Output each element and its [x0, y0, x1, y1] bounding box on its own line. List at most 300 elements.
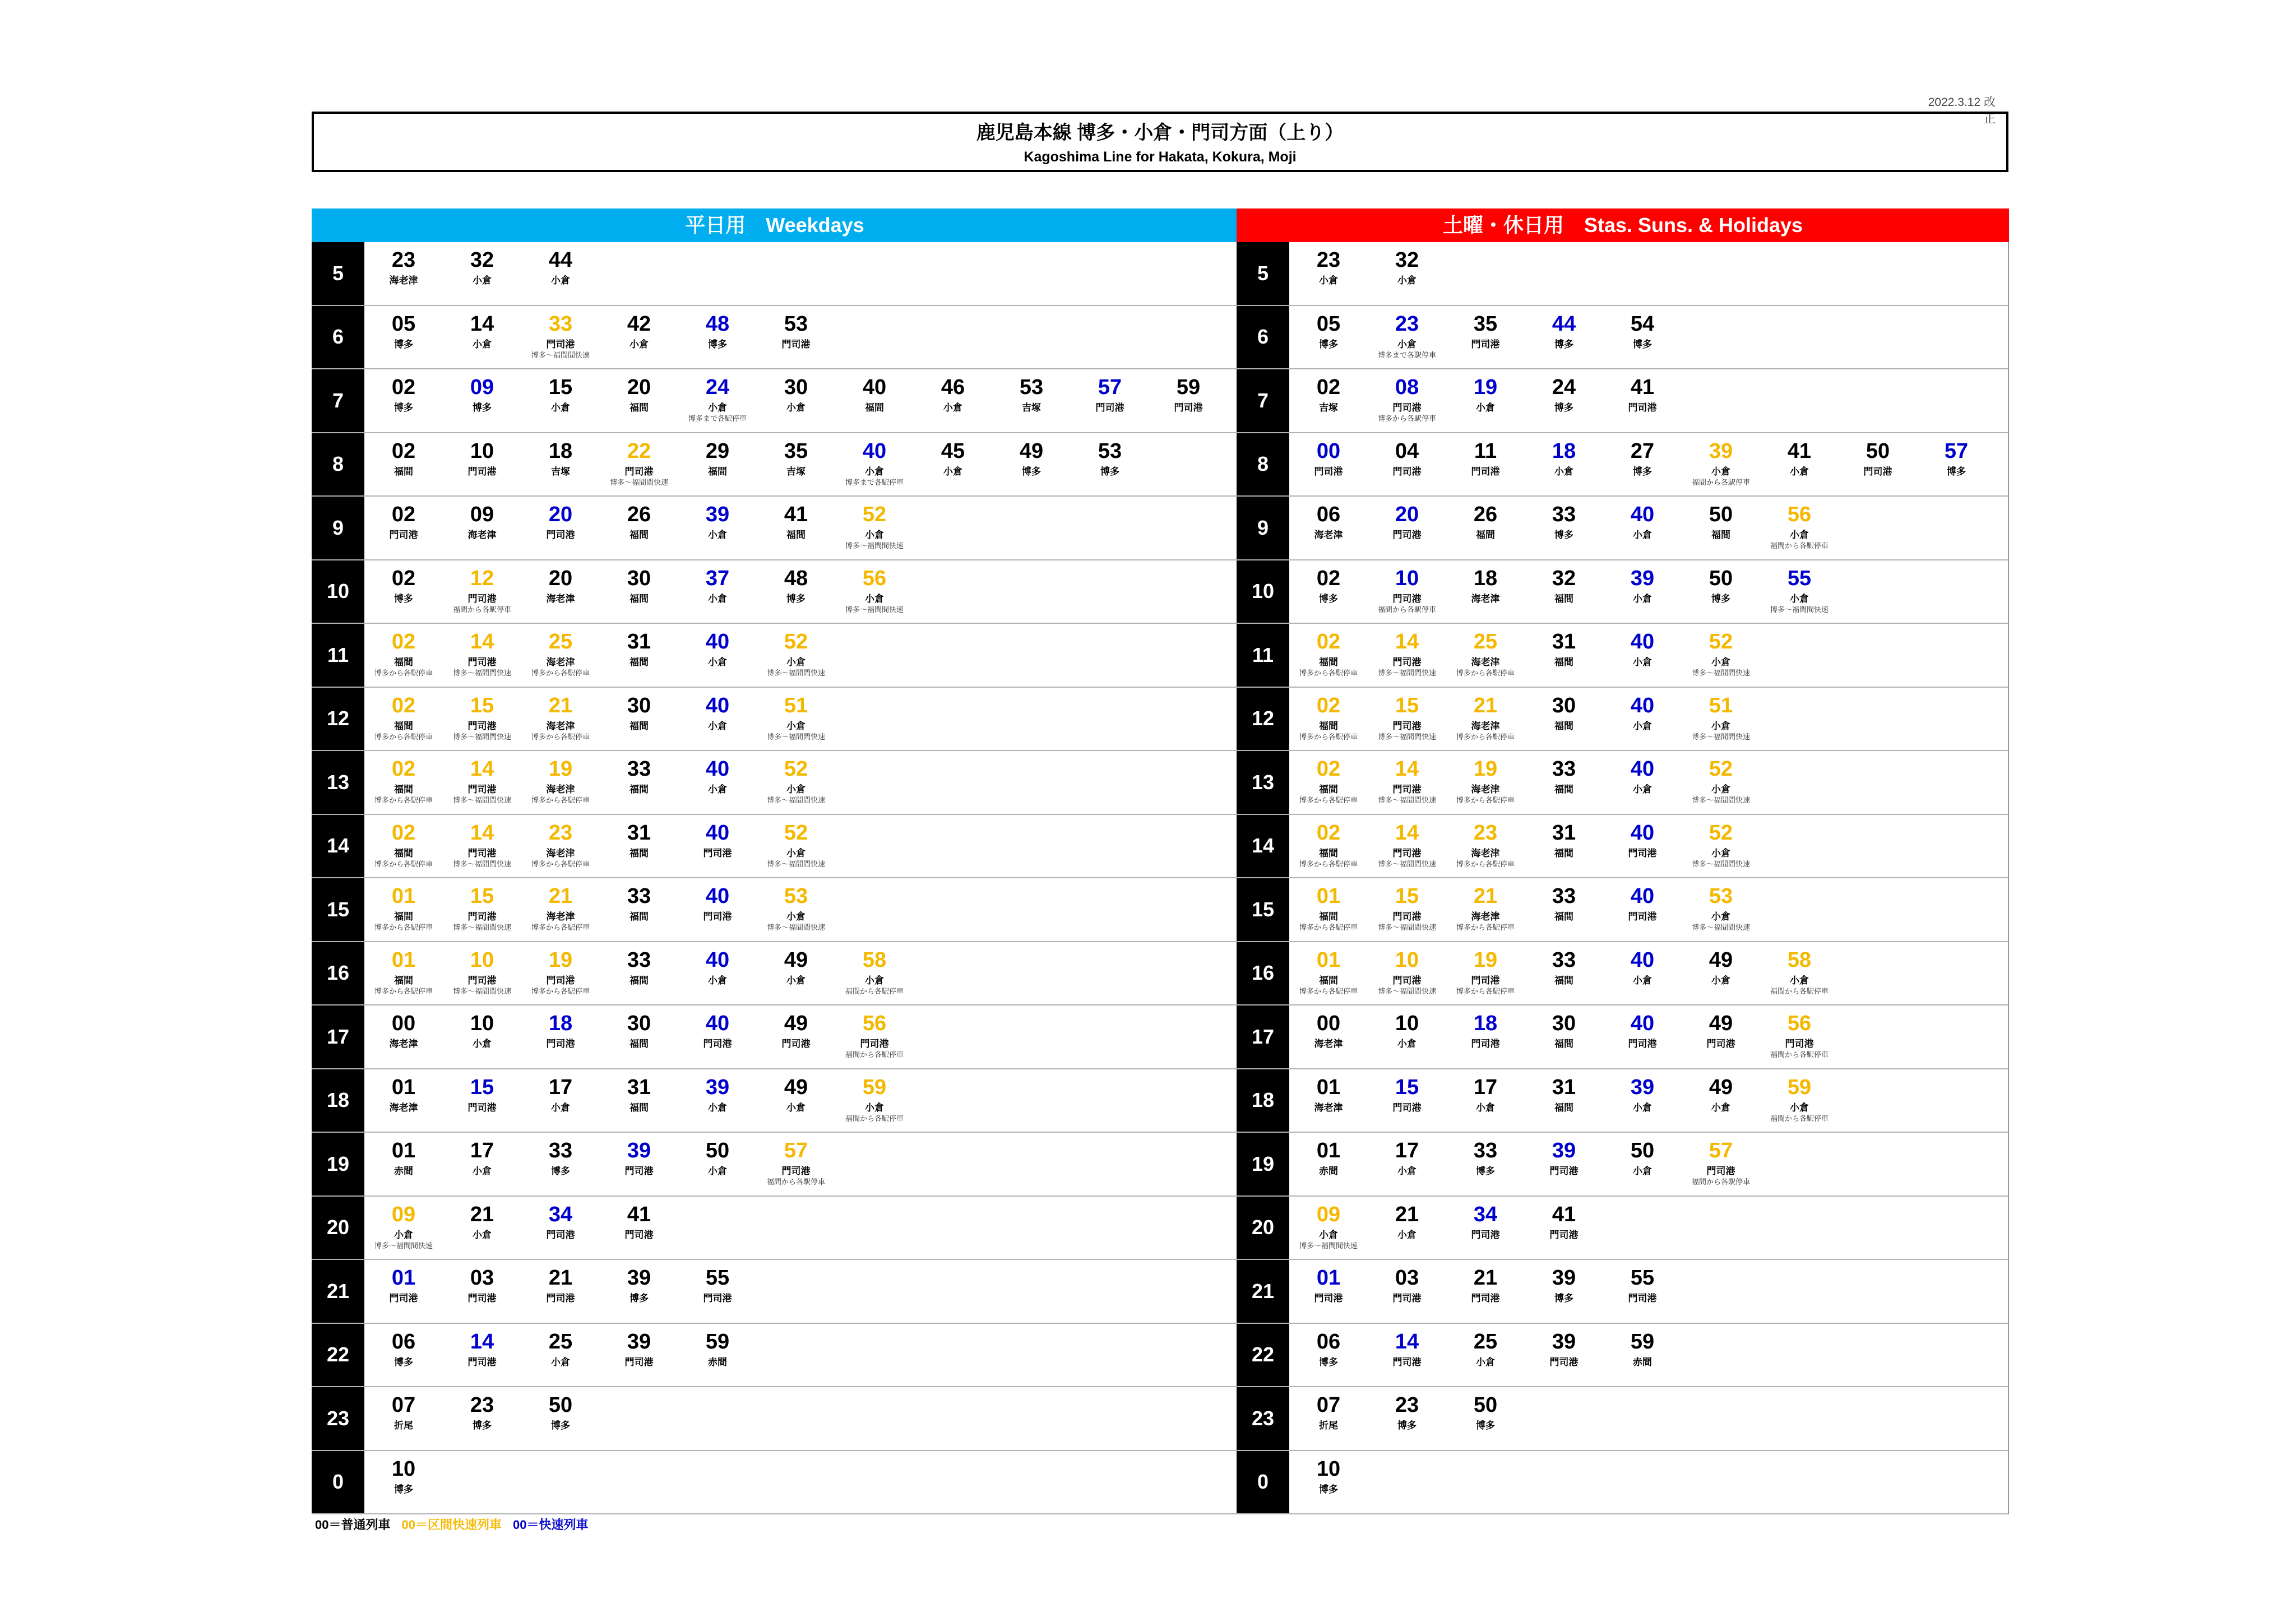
destination: 海老津	[389, 275, 418, 286]
destination: 博多	[1397, 1420, 1417, 1431]
departure-minute: 02	[391, 630, 416, 654]
train-departure	[992, 375, 1071, 414]
departure-minute: 31	[627, 1075, 651, 1099]
departure-minute: 53	[784, 312, 808, 336]
service-note: 博多〜福間間快速	[766, 859, 825, 868]
destination: 小倉	[473, 1166, 492, 1176]
service-note: 博多〜福間間快速	[452, 923, 511, 932]
train-departure	[1289, 821, 1368, 869]
train-list	[364, 1197, 1237, 1259]
holiday-rows	[1237, 242, 2009, 1514]
service-note: 福間から各駅停車	[1770, 1050, 1829, 1059]
train-departure	[1149, 375, 1228, 414]
train-list	[1289, 1260, 2008, 1323]
destination: 赤間	[1319, 1166, 1338, 1176]
train-departure	[1446, 1266, 1525, 1305]
train-departure	[835, 948, 914, 996]
departure-minute: 21	[1473, 693, 1498, 717]
hour-label: 17	[312, 1005, 364, 1068]
train-departure	[1289, 1138, 1368, 1178]
train-departure	[1760, 566, 1839, 614]
departure-minute: 12	[470, 566, 494, 590]
train-departure	[1603, 1138, 1682, 1178]
train-departure	[1446, 821, 1525, 869]
title-japanese: 鹿児島本線 博多・小倉・門司方面（上り）	[976, 122, 1344, 143]
hour-label: 0	[1237, 1451, 1289, 1514]
train-list	[364, 751, 1237, 814]
destination: 博多	[786, 593, 806, 604]
service-note: 博多〜福間間快速	[1377, 732, 1436, 741]
departure-minute: 50	[1709, 503, 1733, 526]
destination: 小倉	[708, 402, 727, 413]
train-departure	[1446, 502, 1525, 541]
destination: 小倉	[708, 530, 727, 540]
departure-minute: 01	[391, 1266, 416, 1290]
train-departure	[678, 312, 757, 351]
hour-label: 12	[312, 688, 364, 750]
service-note: 博多から各駅停車	[1456, 923, 1515, 932]
train-departure	[678, 948, 757, 987]
destination: 門司港	[1549, 1229, 1578, 1240]
train-departure	[521, 312, 600, 360]
train-departure	[443, 1393, 521, 1432]
hour-label: 21	[1237, 1260, 1289, 1323]
destination: 博多	[1554, 339, 1573, 350]
train-departure	[678, 1138, 757, 1178]
destination: 福間	[708, 466, 727, 477]
destination: 小倉	[1790, 1102, 1809, 1113]
train-departure	[521, 821, 600, 869]
hour-label: 12	[1237, 688, 1289, 750]
service-note: 博多から各駅停車	[1299, 923, 1358, 932]
train-departure	[1071, 375, 1149, 414]
departure-minute: 50	[1866, 439, 1890, 463]
train-list	[1289, 306, 2008, 369]
destination: 海老津	[546, 911, 575, 922]
hour-label: 5	[312, 242, 364, 305]
hour-row	[1237, 751, 2008, 815]
destination: 博多	[1554, 1293, 1573, 1304]
destination: 門司港	[624, 466, 654, 477]
departure-minute: 56	[862, 1012, 887, 1035]
service-note: 博多から各駅停車	[1456, 732, 1515, 741]
service-note: 博多から各駅停車	[374, 669, 433, 677]
departure-minute: 40	[1630, 821, 1655, 845]
destination: 福間	[629, 975, 649, 986]
departure-minute: 41	[1630, 376, 1655, 399]
train-departure	[1760, 948, 1839, 996]
departure-minute: 53	[784, 884, 808, 908]
destination: 福間	[629, 911, 649, 922]
departure-minute: 19	[1473, 376, 1498, 399]
hour-row	[312, 751, 1237, 815]
destination: 門司港	[467, 657, 497, 668]
train-departure	[364, 312, 443, 351]
destination: 小倉	[1633, 720, 1652, 731]
train-list	[1289, 624, 2008, 687]
departure-minute: 49	[1709, 948, 1733, 972]
train-departure	[835, 375, 914, 414]
train-departure	[1446, 1393, 1525, 1432]
departure-minute: 33	[1552, 503, 1576, 526]
destination: 門司港	[1628, 911, 1657, 922]
train-list	[364, 624, 1237, 687]
departure-minute: 26	[1473, 503, 1498, 526]
hour-row	[1237, 497, 2008, 560]
train-departure	[1289, 1393, 1368, 1432]
train-departure	[364, 884, 443, 932]
train-list	[364, 497, 1237, 559]
destination: 門司港	[1392, 1293, 1422, 1304]
train-departure	[1446, 1011, 1525, 1050]
train-departure	[1682, 884, 1760, 932]
hour-row	[312, 1451, 1237, 1515]
departure-minute: 33	[1552, 757, 1576, 781]
departure-minute: 48	[705, 312, 730, 336]
departure-minute: 02	[1316, 821, 1341, 845]
train-departure	[678, 884, 757, 923]
departure-minute: 31	[1552, 821, 1576, 845]
train-departure	[1289, 375, 1368, 414]
destination: 博多	[551, 1420, 570, 1431]
hour-row	[1237, 1387, 2008, 1451]
destination: 小倉	[1554, 466, 1573, 477]
holiday-header: 土曜・休日用 Stas. Suns. & Holidays	[1237, 208, 2009, 242]
departure-minute: 55	[1630, 1266, 1655, 1290]
departure-minute: 01	[1316, 948, 1341, 972]
departure-minute: 39	[705, 503, 730, 526]
departure-minute: 41	[1552, 1202, 1576, 1226]
service-note: 博多から各駅停車	[374, 732, 433, 741]
hour-label: 15	[312, 878, 364, 941]
hour-row	[312, 1133, 1237, 1197]
destination: 福間	[1554, 657, 1573, 668]
service-note: 福間から各駅停車	[1770, 1114, 1829, 1123]
departure-minute: 30	[627, 566, 651, 590]
destination: 小倉	[708, 593, 727, 604]
departure-minute: 17	[1473, 1075, 1498, 1099]
departure-minute: 19	[548, 948, 573, 972]
departure-minute: 40	[705, 821, 730, 845]
destination: 小倉	[786, 784, 806, 795]
departure-minute: 59	[705, 1329, 730, 1354]
train-departure	[600, 948, 678, 987]
departure-minute: 01	[1316, 1139, 1341, 1162]
train-departure	[600, 312, 678, 351]
train-departure	[1446, 757, 1525, 805]
destination: 小倉	[708, 975, 727, 986]
destination: 海老津	[389, 1102, 418, 1113]
train-departure	[1682, 502, 1760, 541]
service-note: 博多から各駅停車	[1299, 796, 1358, 804]
departure-minute: 32	[470, 248, 494, 272]
train-departure	[521, 757, 600, 805]
departure-minute: 51	[784, 693, 808, 717]
departure-minute: 22	[627, 439, 651, 463]
train-departure	[1682, 948, 1760, 987]
hour-row	[312, 942, 1237, 1006]
train-departure	[1289, 248, 1368, 287]
train-departure	[1760, 502, 1839, 550]
service-note: 博多〜福間間快速	[766, 732, 825, 741]
destination: 福間	[1554, 784, 1573, 795]
destination: 門司港	[703, 847, 732, 859]
departure-minute: 15	[548, 376, 573, 399]
destination: 小倉	[708, 657, 727, 668]
train-departure	[521, 375, 600, 414]
hour-row	[1237, 433, 2008, 497]
destination: 小倉	[865, 593, 884, 604]
departure-minute: 21	[470, 1202, 494, 1226]
destination: 門司港	[467, 975, 497, 986]
train-departure	[1525, 1329, 1603, 1369]
train-departure	[1446, 1202, 1525, 1241]
destination: 小倉	[708, 784, 727, 795]
train-departure	[1682, 693, 1760, 742]
departure-minute: 50	[1709, 566, 1733, 590]
departure-minute: 40	[1630, 1012, 1655, 1035]
hour-row	[312, 369, 1237, 433]
departure-minute: 17	[1395, 1139, 1419, 1162]
service-note: 福間から各駅停車	[1770, 541, 1829, 550]
train-departure	[521, 1393, 600, 1432]
departure-minute: 20	[627, 376, 651, 399]
departure-minute: 58	[1787, 948, 1812, 972]
hour-label: 22	[1237, 1324, 1289, 1387]
departure-minute: 02	[391, 376, 416, 399]
departure-minute: 23	[470, 1393, 494, 1417]
destination: 小倉	[473, 1039, 492, 1049]
destination: 福間	[865, 402, 884, 413]
departure-minute: 10	[391, 1457, 416, 1481]
destination: 福間	[1319, 975, 1338, 986]
destination: 博多	[708, 339, 727, 350]
service-note: 福間から各駅停車	[1691, 1178, 1750, 1186]
service-note: 博多から各駅停車	[374, 859, 433, 868]
train-departure	[364, 1202, 443, 1250]
destination: 門司港	[1471, 1229, 1500, 1240]
destination: 門司港	[703, 1293, 732, 1304]
hour-row	[312, 1197, 1237, 1260]
service-note: 博多から各駅停車	[1299, 669, 1358, 677]
service-note: 福間から各駅停車	[845, 986, 904, 995]
hour-row	[312, 688, 1237, 752]
train-departure	[1525, 821, 1603, 860]
train-departure	[1368, 439, 1446, 478]
train-departure	[1917, 439, 1996, 478]
destination: 福間	[1554, 847, 1573, 859]
departure-minute: 02	[1316, 693, 1341, 717]
destination: 福間	[1554, 720, 1573, 731]
destination: 海老津	[546, 847, 575, 859]
train-departure	[1603, 884, 1682, 923]
legend-section-rapid: 00＝区間快速列車	[401, 1518, 502, 1532]
train-list	[1289, 1324, 2008, 1387]
destination: 折尾	[394, 1420, 413, 1431]
departure-minute: 39	[1552, 1266, 1576, 1290]
departure-minute: 02	[391, 693, 416, 717]
train-departure	[521, 566, 600, 605]
destination: 門司港	[546, 1039, 575, 1049]
departure-minute: 14	[470, 630, 494, 654]
train-departure	[443, 1138, 521, 1178]
train-departure	[364, 248, 443, 287]
destination: 門司港	[1471, 466, 1500, 477]
train-departure	[1760, 1011, 1839, 1059]
train-departure	[1446, 566, 1525, 605]
train-departure	[1682, 629, 1760, 678]
destination: 小倉	[1476, 402, 1495, 413]
departure-minute: 41	[784, 503, 808, 526]
departure-minute: 41	[1787, 439, 1812, 463]
service-note: 博多〜福間間快速	[1691, 923, 1750, 932]
destination: 博多	[1947, 466, 1966, 477]
train-departure	[521, 948, 600, 996]
hour-label: 19	[1237, 1133, 1289, 1195]
departure-minute: 33	[1552, 948, 1576, 972]
destination: 博多	[1319, 1484, 1338, 1495]
departure-minute: 40	[705, 693, 730, 717]
hour-row	[312, 306, 1237, 370]
train-departure	[757, 375, 835, 414]
departure-minute: 00	[1316, 439, 1341, 463]
departure-minute: 40	[705, 884, 730, 908]
departure-minute: 34	[1473, 1202, 1498, 1226]
train-departure	[600, 1138, 678, 1178]
train-departure	[1525, 757, 1603, 796]
legend-rapid: 00＝快速列車	[512, 1518, 589, 1532]
destination: 門司港	[389, 1293, 418, 1304]
service-note: 博多〜福間間快速	[845, 541, 904, 550]
departure-minute: 42	[627, 312, 651, 336]
train-departure	[443, 566, 521, 614]
departure-minute: 09	[391, 1202, 416, 1226]
destination: 門司港	[1471, 1039, 1500, 1049]
train-departure	[1368, 1202, 1446, 1241]
service-note: 博多〜福間間快速	[1377, 859, 1436, 868]
departure-minute: 23	[391, 248, 416, 272]
hour-label: 17	[1237, 1005, 1289, 1068]
train-departure	[600, 629, 678, 669]
destination: 博多	[1633, 339, 1652, 350]
destination: 門司港	[1392, 530, 1422, 540]
destination: 門司港	[1471, 975, 1500, 986]
destination: 小倉	[551, 1356, 570, 1368]
destination: 小倉	[1711, 911, 1730, 922]
destination: 小倉	[708, 720, 727, 731]
destination: 福間	[1554, 1102, 1573, 1113]
hour-row	[1237, 624, 2008, 688]
hour-row	[1237, 242, 2008, 306]
service-note: 博多まで各駅停車	[845, 478, 904, 486]
service-note: 博多〜福間間快速	[374, 1241, 433, 1250]
departure-minute: 57	[784, 1139, 808, 1162]
train-departure	[1368, 1266, 1446, 1305]
train-departure	[1289, 1457, 1368, 1496]
departure-minute: 24	[705, 376, 730, 399]
hour-row	[312, 624, 1237, 688]
train-departure	[1368, 1329, 1446, 1369]
destination: 福間	[394, 657, 413, 668]
departure-minute: 40	[1630, 630, 1655, 654]
train-list	[364, 1005, 1237, 1068]
service-note: 博多〜福間間快速	[845, 605, 904, 614]
train-departure	[678, 1266, 757, 1305]
destination: 博多	[1476, 1166, 1495, 1176]
train-list	[364, 1260, 1237, 1323]
train-departure	[1368, 1075, 1446, 1114]
train-departure	[1368, 566, 1446, 614]
train-list	[1289, 688, 2008, 750]
train-departure	[1289, 884, 1368, 932]
train-departure	[1446, 884, 1525, 932]
hour-row	[1237, 369, 2008, 433]
destination: 小倉	[786, 402, 806, 413]
destination: 福間	[786, 530, 806, 540]
train-departure	[1682, 1011, 1760, 1050]
destination: 小倉	[1633, 784, 1652, 795]
destination: 福間	[629, 720, 649, 731]
hour-label: 14	[1237, 815, 1289, 878]
departure-minute: 02	[1316, 757, 1341, 781]
destination: 小倉	[708, 1166, 727, 1176]
destination: 海老津	[546, 593, 575, 604]
destination: 博多	[1554, 402, 1573, 413]
destination: 吉塚	[786, 466, 806, 477]
departure-minute: 40	[1630, 948, 1655, 972]
destination: 海老津	[467, 530, 497, 540]
destination: 門司港	[860, 1039, 889, 1049]
hour-label: 18	[312, 1069, 364, 1132]
destination: 門司港	[1314, 1293, 1343, 1304]
train-departure	[364, 1075, 443, 1114]
departure-minute: 02	[391, 821, 416, 845]
train-departure	[1525, 439, 1603, 478]
train-list	[1289, 369, 2008, 432]
service-note: 博多から各駅停車	[531, 796, 590, 804]
departure-minute: 02	[1316, 630, 1341, 654]
departure-minute: 33	[627, 757, 651, 781]
departure-minute: 59	[1630, 1329, 1655, 1354]
destination: 小倉	[1711, 657, 1730, 668]
service-note: 博多から各駅停車	[374, 796, 433, 804]
train-list	[1289, 878, 2008, 941]
destination: 門司港	[467, 1356, 497, 1368]
service-note: 博多〜福間間快速	[1691, 732, 1750, 741]
destination: 博多	[473, 1420, 492, 1431]
departure-minute: 31	[627, 630, 651, 654]
destination: 門司港	[467, 720, 497, 731]
train-departure	[521, 248, 600, 287]
service-note: 博多から各駅停車	[1299, 986, 1358, 995]
destination: 小倉	[1633, 1102, 1652, 1113]
hour-label: 10	[312, 560, 364, 623]
departure-minute: 40	[705, 1012, 730, 1035]
train-departure	[1760, 439, 1839, 478]
destination: 小倉	[786, 720, 806, 731]
train-departure	[443, 757, 521, 805]
service-note: 博多から各駅停車	[1299, 732, 1358, 741]
train-list	[1289, 560, 2008, 623]
train-departure	[364, 1457, 443, 1496]
destination: 門司港	[703, 911, 732, 922]
service-note: 博多〜福間間快速	[1770, 605, 1829, 614]
destination: 小倉	[1633, 657, 1652, 668]
train-departure	[757, 948, 835, 987]
train-departure	[1525, 1266, 1603, 1305]
destination: 福間	[629, 784, 649, 795]
train-departure	[443, 884, 521, 932]
